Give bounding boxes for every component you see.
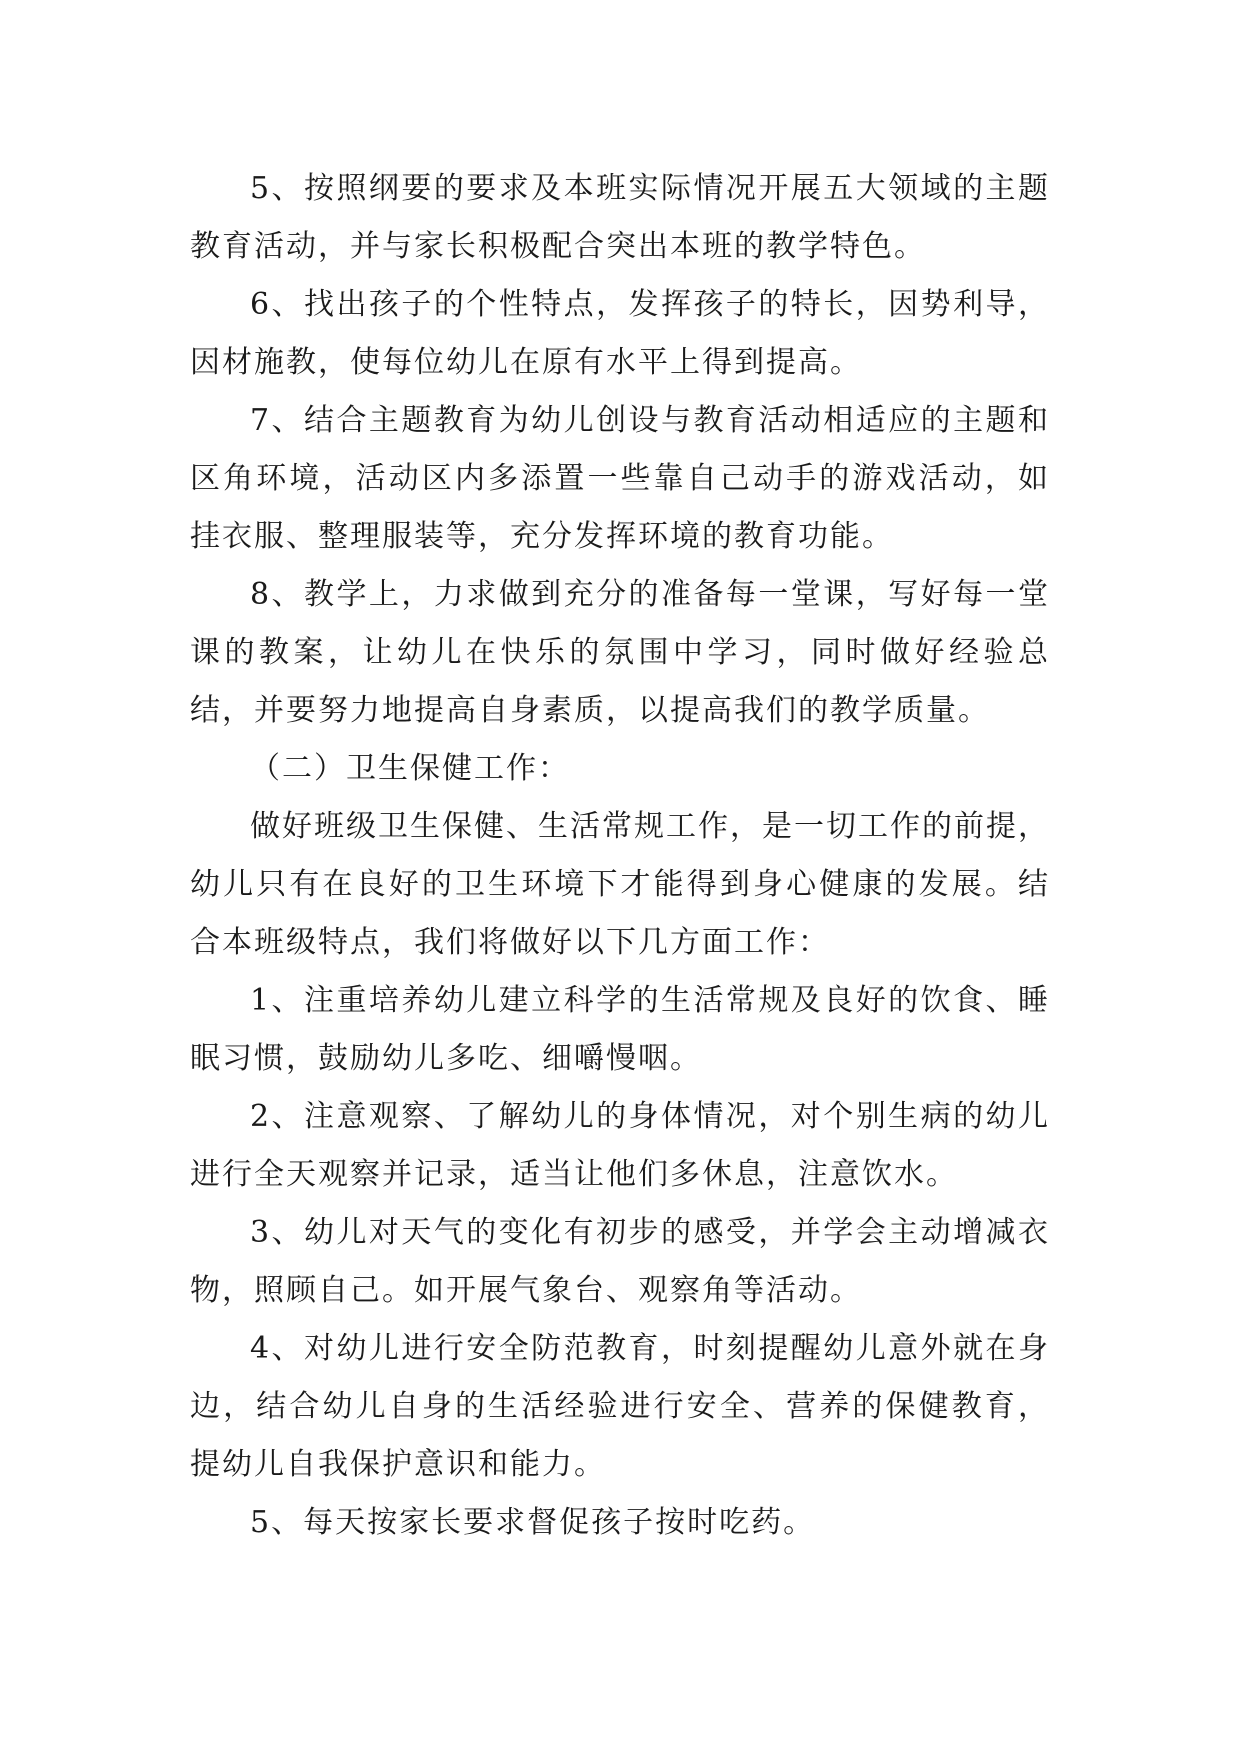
paragraph-item-7-environment: 7、结合主题教育为幼儿创设与教育活动相适应的主题和区角环境，活动区内多添置一些靠自己动手的游戏活动，如挂衣服、整理服装等，充分发挥环境的教育功能。 xyxy=(190,403,1050,554)
paragraph-item-8-teaching: 8、教学上，力求做到充分的准备每一堂课，写好每一堂课的教案，让幼儿在快乐的氛围中学习，同时做好经验总结，并要努力地提高自身素质，以提高我们的教学质量。 xyxy=(190,577,1050,728)
paragraph-health-item-4: 4、对幼儿进行安全防范教育，时刻提醒幼儿意外就在身边，结合幼儿自身的生活经验进行安全、营养的保健教育，提幼儿自我保护意识和能力。 xyxy=(190,1331,1050,1482)
paragraph-health-item-2: 2、注意观察、了解幼儿的身体情况，对个别生病的幼儿进行全天观察并记录，适当让他们多休息，注意饮水。 xyxy=(190,1099,1050,1192)
paragraph-health-intro: 做好班级卫生保健、生活常规工作，是一切工作的前提，幼儿只有在良好的卫生环境下才能得到身心健康的发展。结合本班级特点，我们将做好以下几方面工作： xyxy=(190,809,1050,960)
section-heading-health-care: （二）卫生保健工作： xyxy=(250,751,570,786)
paragraph-health-item-3: 3、幼儿对天气的变化有初步的感受，并学会主动增减衣物，照顾自己。如开展气象台、观察角等活动。 xyxy=(190,1215,1050,1308)
paragraph-item-6-personality: 6、找出孩子的个性特点，发挥孩子的特长，因势利导，因材施教，使每位幼儿在原有水平上得到提高。 xyxy=(190,287,1050,380)
paragraph-item-5-theme-education: 5、按照纲要的要求及本班实际情况开展五大领域的主题教育活动，并与家长积极配合突出本班的教学特色。 xyxy=(190,171,1050,264)
paragraph-health-item-5: 5、每天按家长要求督促孩子按时吃药。 xyxy=(250,1505,816,1540)
document-body xyxy=(190,160,1050,1552)
paragraph-health-item-1: 1、注重培养幼儿建立科学的生活常规及良好的饮食、睡眠习惯，鼓励幼儿多吃、细嚼慢咽。 xyxy=(190,983,1050,1076)
